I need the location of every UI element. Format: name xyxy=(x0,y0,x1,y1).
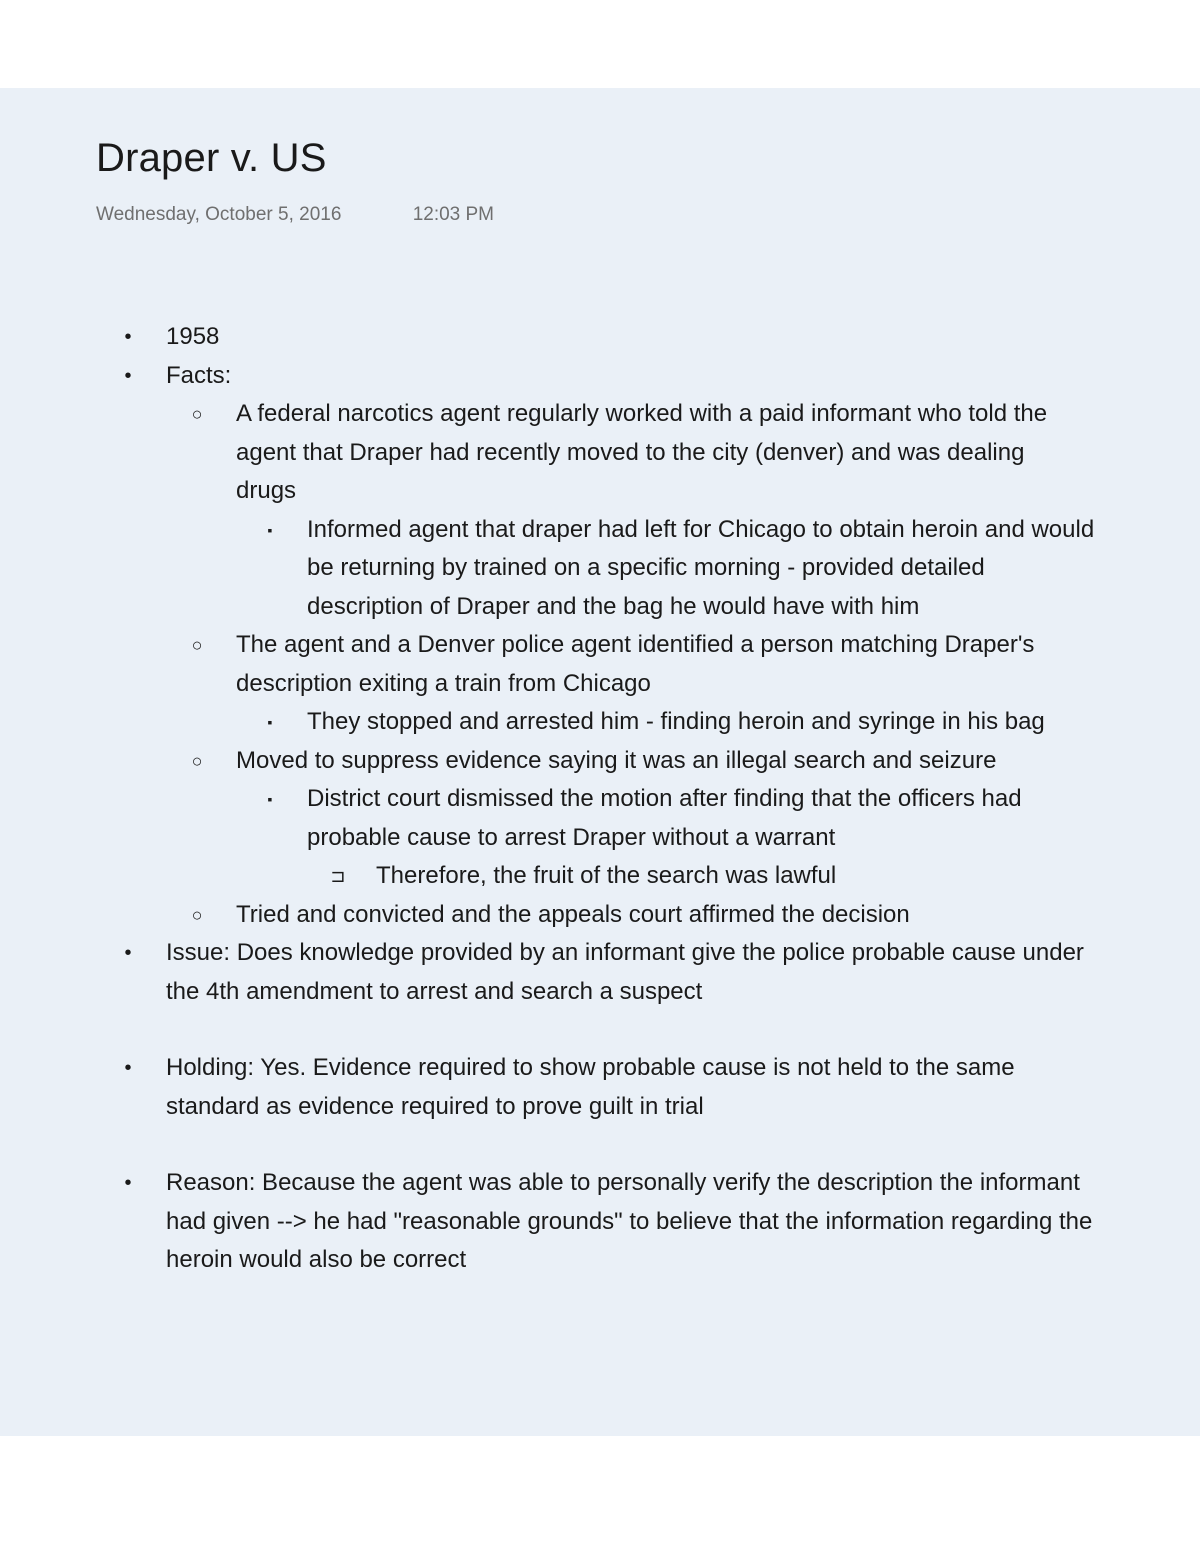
bullet-circle: ○ xyxy=(191,404,203,424)
list-item-issue: • Issue: Does knowledge provided by an informant give the police probable cause under the 4th amendment to arrest and search a suspect xyxy=(0,934,1200,1011)
bullet-disc: • xyxy=(124,942,132,964)
bullet-circle: ○ xyxy=(191,750,203,771)
bullet-disc: • xyxy=(124,364,132,387)
bullet-circle: ○ xyxy=(191,904,203,925)
list-item-fact-3: ○ Moved to suppress evidence saying it was an illegal search and seizure xyxy=(0,742,1200,781)
bullet-arrow: ⊐ xyxy=(330,866,346,886)
page-title: Draper v. US xyxy=(96,136,327,180)
list-item-facts: • Facts: xyxy=(0,357,1200,396)
spacer xyxy=(0,1011,1200,1049)
list-item-fact-3-conclusion: ⊐ Therefore, the fruit of the search was lawful xyxy=(0,857,1200,896)
note-page xyxy=(0,88,1200,1436)
note-timestamp xyxy=(96,204,494,226)
bullet-square: ▪ xyxy=(267,791,273,807)
bullet-disc: • xyxy=(124,1172,132,1194)
bullet-circle: ○ xyxy=(191,635,203,655)
list-item-fact-2: ○ The agent and a Denver police agent identified a person matching Draper's description exiting a train from Chicago xyxy=(0,626,1200,703)
bullet-disc: • xyxy=(124,1057,132,1079)
bullet-square: ▪ xyxy=(267,521,273,538)
list-item-fact-4: ○ Tried and convicted and the appeals court affirmed the decision xyxy=(0,896,1200,935)
bullet-disc: • xyxy=(124,326,132,348)
list-item-fact-1-detail: ▪ Informed agent that draper had left for Chicago to obtain heroin and would be returning by trained on a specific morning - provided detailed description of Draper and the bag he would have with him xyxy=(0,511,1200,627)
note-time: 12:03 PM xyxy=(412,204,495,225)
note-date: Wednesday, October 5, 2016 xyxy=(96,204,342,225)
note-body xyxy=(0,318,1200,1280)
bullet-square: ▪ xyxy=(267,714,273,730)
list-item-year: • 1958 xyxy=(0,318,1200,357)
list-item-fact-3-detail: ▪ District court dismissed the motion after finding that the officers had probable cause to arrest Draper without a warrant xyxy=(0,780,1200,857)
spacer xyxy=(0,1126,1200,1164)
list-item-fact-1: ○ A federal narcotics agent regularly worked with a paid informant who told the agent that Draper had recently moved to the city (denver) and was dealing drugs xyxy=(0,395,1200,511)
list-item-fact-2-detail: ▪ They stopped and arrested him - finding heroin and syringe in his bag xyxy=(0,703,1200,742)
list-item-reason: • Reason: Because the agent was able to personally verify the description the informant had given --> he had "reasonable grounds" to believe that the information regarding the heroin would also be correct xyxy=(0,1164,1200,1280)
list-item-holding: • Holding: Yes. Evidence required to show probable cause is not held to the same standard as evidence required to prove guilt in trial xyxy=(0,1049,1200,1126)
